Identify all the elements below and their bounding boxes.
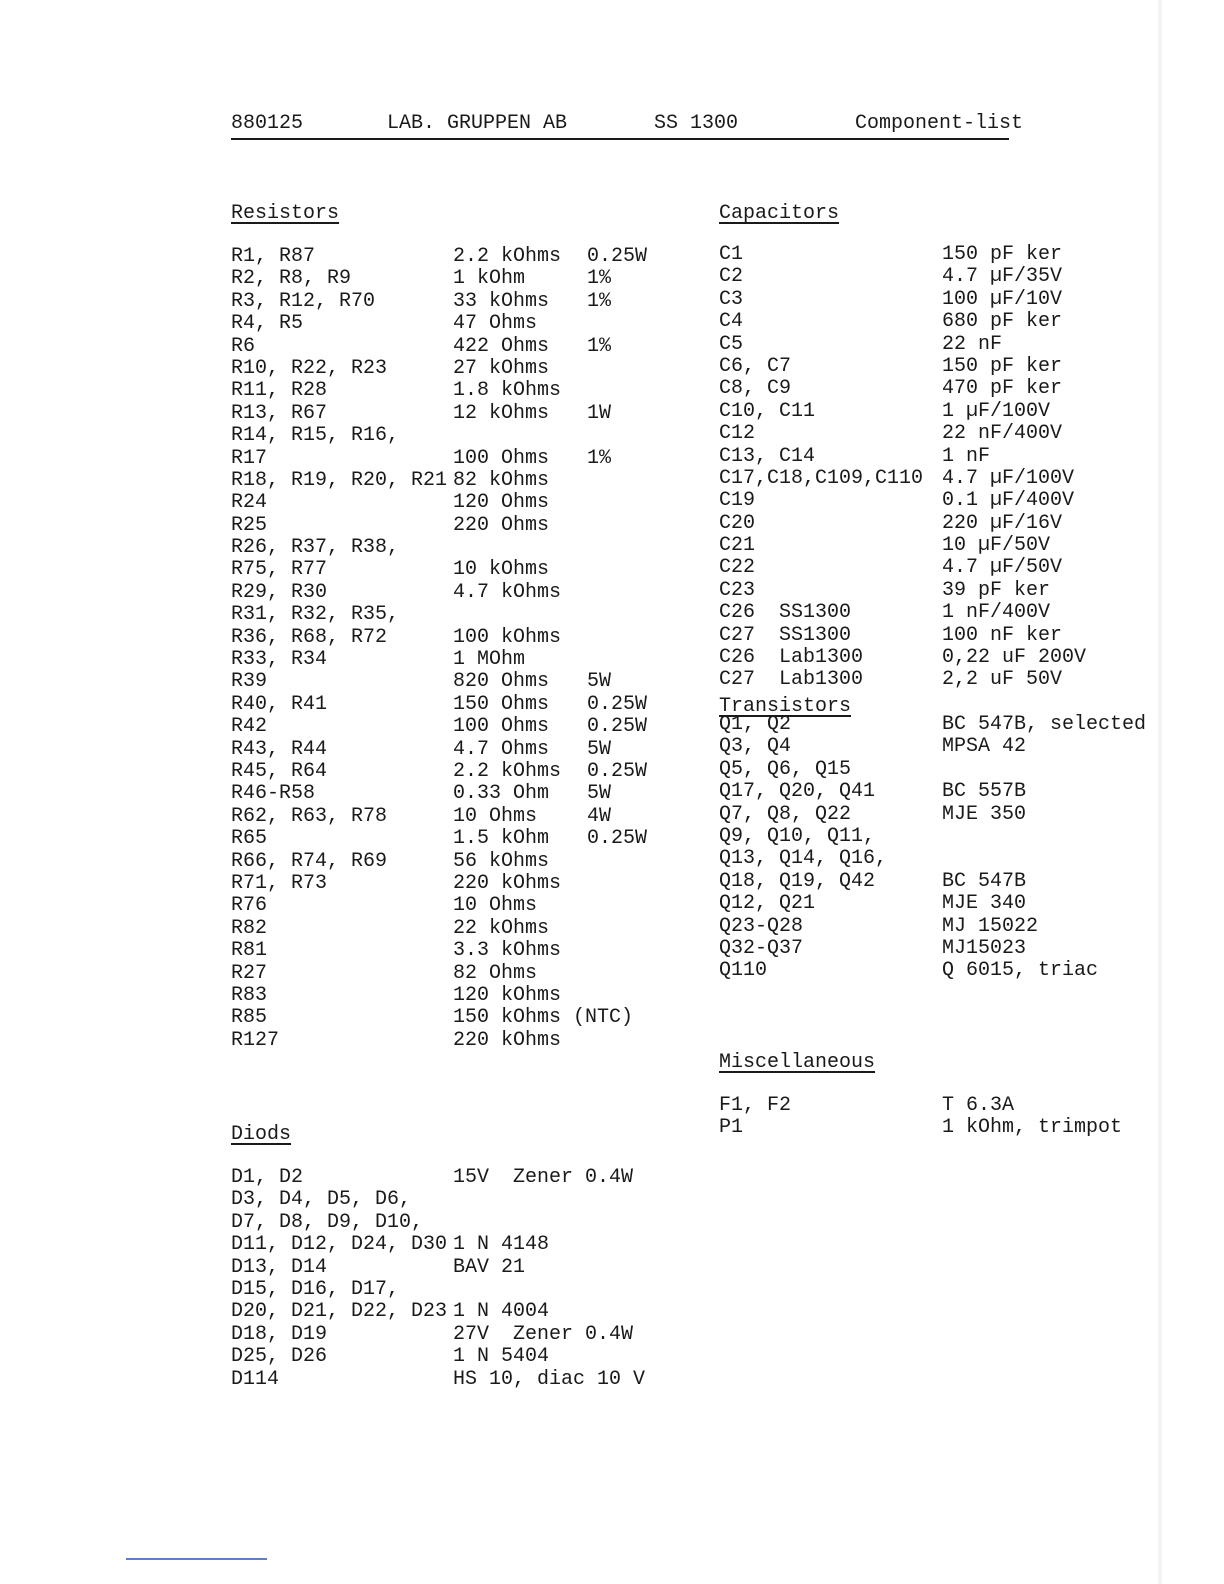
diodes-row: [231, 1257, 671, 1279]
miscellaneous-list: [719, 1095, 1159, 1140]
resistors-ref: R25: [231, 513, 268, 537]
resistors-row: [231, 851, 671, 873]
capacitors-row: [719, 356, 1159, 378]
resistors-row: [231, 940, 671, 962]
miscellaneous-value: 1 kOhm, trimpot: [942, 1116, 1123, 1140]
diodes-ref: D114: [231, 1367, 280, 1391]
resistors-ref: R81: [231, 939, 268, 963]
transistors-ref: Q3, Q4: [719, 735, 792, 759]
transistors-value: MJ15023: [942, 936, 1027, 960]
transistors-row: [719, 759, 1159, 781]
resistors-row: [231, 1007, 671, 1029]
resistors-ref: R43, R44: [231, 737, 328, 761]
resistors-row: [231, 627, 671, 649]
resistors-spec: 1W: [587, 401, 612, 425]
capacitors-ref: C3: [719, 287, 744, 311]
resistors-ref: R36, R68, R72: [231, 625, 388, 649]
transistors-title: Transistors: [719, 695, 852, 718]
resistors-row: [231, 559, 671, 581]
resistors-value: 220 kOhms: [453, 871, 562, 895]
resistors-ref: R4, R5: [231, 312, 304, 336]
resistors-value: 1 MOhm: [453, 648, 526, 672]
capacitors-list: [719, 244, 1159, 692]
resistors-value: 4.7 Ohms: [453, 737, 550, 761]
resistors-ref: R85: [231, 1006, 268, 1030]
resistors-value: 120 kOhms: [453, 983, 562, 1007]
transistors-ref: Q5, Q6, Q15: [719, 757, 852, 781]
resistors-ref: R14, R15, R16,: [231, 424, 400, 448]
miscellaneous-ref: P1: [719, 1116, 744, 1140]
header-model: SS 1300: [654, 112, 739, 135]
resistors-value: 150 kOhms (NTC): [453, 1006, 634, 1030]
diodes-value: 1 N 4148: [453, 1233, 550, 1257]
resistors-value: 22 kOhms: [453, 916, 550, 940]
resistors-row: [231, 828, 671, 850]
capacitors-ref: C12: [719, 422, 756, 446]
transistors-list: [719, 714, 1159, 983]
transistors-value: MJE 340: [942, 892, 1027, 916]
capacitors-value: 220 µF/16V: [942, 511, 1063, 535]
diodes-ref: D1, D2: [231, 1166, 304, 1189]
diodes-row: [231, 1346, 671, 1368]
resistors-ref: R45, R64: [231, 759, 328, 783]
resistors-value: 100 Ohms: [453, 446, 550, 470]
resistors-ref: R18, R19, R20, R21: [231, 468, 448, 492]
capacitors-value: 1 nF/400V: [942, 601, 1051, 625]
transistors-value: BC 557B: [942, 780, 1027, 804]
resistors-spec: 0.25W: [587, 692, 648, 716]
resistors-row: [231, 918, 671, 940]
resistors-value: 56 kOhms: [453, 849, 550, 873]
resistors-row: [231, 470, 671, 492]
diodes-ref: D13, D14: [231, 1255, 328, 1279]
miscellaneous-row: [719, 1095, 1159, 1117]
resistors-ref: R24: [231, 491, 268, 515]
diodes-ref: D15, D16, D17,: [231, 1277, 400, 1301]
resistors-value: 47 Ohms: [453, 312, 538, 336]
resistors-row: [231, 873, 671, 895]
resistors-spec: 0.25W: [587, 827, 648, 851]
capacitors-row: [719, 602, 1159, 624]
resistors-list: [231, 246, 671, 1052]
resistors-row: [231, 425, 671, 447]
resistors-value: 2.2 kOhms: [453, 245, 562, 268]
resistors-row: [231, 246, 671, 268]
capacitors-value: 10 µF/50V: [942, 534, 1051, 558]
resistors-value: 12 kOhms: [453, 401, 550, 425]
capacitors-row: [719, 401, 1159, 423]
transistors-row: [719, 938, 1159, 960]
resistors-value: 10 Ohms: [453, 894, 538, 918]
capacitors-row: [719, 580, 1159, 602]
transistors-row: [719, 714, 1159, 736]
miscellaneous-row: [719, 1117, 1159, 1139]
resistors-ref: R10, R22, R23: [231, 356, 388, 380]
transistors-value: MJE 350: [942, 802, 1027, 826]
capacitors-ref: C1: [719, 243, 744, 266]
header-doc-title: Component-list: [855, 112, 1024, 135]
diodes-row: [231, 1324, 671, 1346]
resistors-value: 120 Ohms: [453, 491, 550, 515]
capacitors-row: [719, 557, 1159, 579]
resistors-value: 82 Ohms: [453, 961, 538, 985]
resistors-row: [231, 448, 671, 470]
resistors-ref: R6: [231, 334, 256, 358]
resistors-spec: 4W: [587, 804, 612, 828]
capacitors-ref: C27 SS1300: [719, 623, 852, 647]
footer-rule: [126, 1558, 267, 1560]
transistors-ref: Q1, Q2: [719, 713, 792, 736]
resistors-ref: R75, R77: [231, 558, 328, 582]
resistors-row: [231, 515, 671, 537]
transistors-ref: Q17, Q20, Q41: [719, 780, 876, 804]
diodes-ref: D25, D26: [231, 1345, 328, 1369]
capacitors-value: 680 pF ker: [942, 310, 1063, 334]
transistors-ref: Q110: [719, 959, 768, 983]
transistors-value: MPSA 42: [942, 735, 1027, 759]
resistors-row: [231, 649, 671, 671]
diodes-ref: D20, D21, D22, D23: [231, 1300, 448, 1324]
resistors-value: 82 kOhms: [453, 468, 550, 492]
miscellaneous-value: T 6.3A: [942, 1094, 1015, 1117]
capacitors-row: [719, 378, 1159, 400]
resistors-row: [231, 761, 671, 783]
resistors-row: [231, 604, 671, 626]
transistors-value: BC 547B: [942, 869, 1027, 893]
resistors-row: [231, 895, 671, 917]
resistors-ref: R65: [231, 827, 268, 851]
capacitors-value: 100 nF ker: [942, 623, 1063, 647]
resistors-row: [231, 963, 671, 985]
capacitors-value: 150 pF ker: [942, 243, 1063, 266]
transistors-row: [719, 826, 1159, 848]
capacitors-value: 1 nF: [942, 444, 991, 468]
capacitors-row: [719, 423, 1159, 445]
resistors-row: [231, 537, 671, 559]
resistors-spec: 5W: [587, 737, 612, 761]
capacitors-ref: C2: [719, 265, 744, 289]
resistors-row: [231, 313, 671, 335]
capacitors-row: [719, 244, 1159, 266]
resistors-ref: R11, R28: [231, 379, 328, 403]
transistors-ref: Q13, Q14, Q16,: [719, 847, 888, 871]
capacitors-ref: C26 SS1300: [719, 601, 852, 625]
diodes-list: [231, 1167, 671, 1391]
diodes-value: 27V Zener 0.4W: [453, 1322, 634, 1346]
capacitors-value: 0.1 µF/400V: [942, 489, 1075, 513]
resistors-ref: R2, R8, R9: [231, 267, 352, 291]
resistors-row: [231, 985, 671, 1007]
resistors-value: 10 Ohms: [453, 804, 538, 828]
diodes-value: 15V Zener 0.4W: [453, 1166, 634, 1189]
resistors-ref: R27: [231, 961, 268, 985]
diodes-row: [231, 1369, 671, 1391]
resistors-row: [231, 268, 671, 290]
transistors-ref: Q18, Q19, Q42: [719, 869, 876, 893]
capacitors-value: 4.7 µF/35V: [942, 265, 1063, 289]
capacitors-value: 150 pF ker: [942, 354, 1063, 378]
resistors-row: [231, 403, 671, 425]
capacitors-row: [719, 289, 1159, 311]
header-company: LAB. GRUPPEN AB: [387, 112, 568, 135]
capacitors-value: 1 µF/100V: [942, 399, 1051, 423]
diodes-row: [231, 1234, 671, 1256]
resistors-ref: R17: [231, 446, 268, 470]
header-date: 880125: [231, 112, 304, 135]
resistors-spec: 0.25W: [587, 715, 648, 739]
transistors-row: [719, 893, 1159, 915]
capacitors-ref: C13, C14: [719, 444, 816, 468]
resistors-row: [231, 1030, 671, 1052]
resistors-row: [231, 783, 671, 805]
diodes-ref: D3, D4, D5, D6,: [231, 1188, 412, 1212]
transistors-ref: Q32-Q37: [719, 936, 804, 960]
resistors-row: [231, 291, 671, 313]
resistors-ref: R29, R30: [231, 580, 328, 604]
capacitors-row: [719, 446, 1159, 468]
scan-edge: [1158, 0, 1162, 1584]
capacitors-ref: C27 Lab1300: [719, 668, 864, 692]
resistors-ref: R83: [231, 983, 268, 1007]
capacitors-value: 22 nF: [942, 332, 1003, 356]
transistors-row: [719, 871, 1159, 893]
resistors-ref: R26, R37, R38,: [231, 536, 400, 560]
resistors-value: 220 kOhms: [453, 1028, 562, 1052]
transistors-row: [719, 736, 1159, 758]
capacitors-row: [719, 647, 1159, 669]
resistors-value: 4.7 kOhms: [453, 580, 562, 604]
transistors-ref: Q23-Q28: [719, 914, 804, 938]
capacitors-ref: C4: [719, 310, 744, 334]
miscellaneous-title: Miscellaneous: [719, 1051, 876, 1074]
capacitors-ref: C21: [719, 534, 756, 558]
capacitors-value: 22 nF/400V: [942, 422, 1063, 446]
capacitors-ref: C26 Lab1300: [719, 646, 864, 670]
resistors-value: 1.8 kOhms: [453, 379, 562, 403]
resistors-value: 820 Ohms: [453, 670, 550, 694]
resistors-ref: R46-R58: [231, 782, 316, 806]
transistors-value: MJ 15022: [942, 914, 1039, 938]
transistors-row: [719, 960, 1159, 982]
diodes-row: [231, 1279, 671, 1301]
resistors-ref: R39: [231, 670, 268, 694]
resistors-row: [231, 671, 671, 693]
capacitors-value: 4.7 µF/100V: [942, 466, 1075, 490]
resistors-spec: 5W: [587, 782, 612, 806]
resistors-ref: R13, R67: [231, 401, 328, 425]
transistors-row: [719, 848, 1159, 870]
resistors-value: 1.5 kOhm: [453, 827, 550, 851]
diodes-row: [231, 1189, 671, 1211]
capacitors-ref: C17,C18,C109,C110: [719, 466, 924, 490]
diodes-title: Diods: [231, 1123, 292, 1146]
resistors-row: [231, 739, 671, 761]
transistors-row: [719, 804, 1159, 826]
capacitors-ref: C5: [719, 332, 744, 356]
capacitors-row: [719, 535, 1159, 557]
resistors-value: 2.2 kOhms: [453, 759, 562, 783]
resistors-value: 220 Ohms: [453, 513, 550, 537]
capacitors-title: Capacitors: [719, 202, 840, 225]
page-header: [231, 112, 1024, 140]
resistors-value: 150 Ohms: [453, 692, 550, 716]
capacitors-ref: C20: [719, 511, 756, 535]
resistors-value: 1 kOhm: [453, 267, 526, 291]
resistors-value: 100 kOhms: [453, 625, 562, 649]
resistors-ref: R62, R63, R78: [231, 804, 388, 828]
resistors-title: Resistors: [231, 202, 340, 225]
capacitors-row: [719, 334, 1159, 356]
capacitors-value: 0,22 uF 200V: [942, 646, 1087, 670]
resistors-ref: R31, R32, R35,: [231, 603, 400, 627]
resistors-spec: 1%: [587, 446, 612, 470]
resistors-value: 3.3 kOhms: [453, 939, 562, 963]
capacitors-row: [719, 625, 1159, 647]
resistors-value: 100 Ohms: [453, 715, 550, 739]
capacitors-ref: C22: [719, 556, 756, 580]
diodes-value: BAV 21: [453, 1255, 526, 1279]
diodes-ref: D11, D12, D24, D30: [231, 1233, 448, 1257]
capacitors-row: [719, 490, 1159, 512]
capacitors-row: [719, 513, 1159, 535]
resistors-ref: R71, R73: [231, 871, 328, 895]
resistors-row: [231, 716, 671, 738]
capacitors-row: [719, 266, 1159, 288]
resistors-spec: 0.25W: [587, 245, 648, 268]
resistors-ref: R33, R34: [231, 648, 328, 672]
resistors-ref: R3, R12, R70: [231, 289, 376, 313]
capacitors-ref: C23: [719, 578, 756, 602]
capacitors-row: [719, 311, 1159, 333]
capacitors-row: [719, 669, 1159, 691]
transistors-ref: Q7, Q8, Q22: [719, 802, 852, 826]
resistors-spec: 5W: [587, 670, 612, 694]
resistors-ref: R82: [231, 916, 268, 940]
diodes-ref: D7, D8, D9, D10,: [231, 1210, 424, 1234]
capacitors-value: 100 µF/10V: [942, 287, 1063, 311]
resistors-row: [231, 582, 671, 604]
resistors-spec: 1%: [587, 267, 612, 291]
resistors-value: 422 Ohms: [453, 334, 550, 358]
capacitors-ref: C10, C11: [719, 399, 816, 423]
capacitors-value: 470 pF ker: [942, 377, 1063, 401]
diodes-row: [231, 1212, 671, 1234]
resistors-row: [231, 336, 671, 358]
resistors-ref: R127: [231, 1028, 280, 1052]
resistors-row: [231, 694, 671, 716]
capacitors-value: 39 pF ker: [942, 578, 1051, 602]
resistors-ref: R40, R41: [231, 692, 328, 716]
resistors-spec: 0.25W: [587, 759, 648, 783]
capacitors-ref: C19: [719, 489, 756, 513]
capacitors-ref: C8, C9: [719, 377, 792, 401]
resistors-value: 0.33 Ohm: [453, 782, 550, 806]
transistors-value: BC 547B, selected: [942, 713, 1147, 736]
transistors-ref: Q12, Q21: [719, 892, 816, 916]
resistors-row: [231, 358, 671, 380]
diodes-value: 1 N 4004: [453, 1300, 550, 1324]
resistors-row: [231, 806, 671, 828]
transistors-row: [719, 916, 1159, 938]
resistors-ref: R66, R74, R69: [231, 849, 388, 873]
capacitors-row: [719, 468, 1159, 490]
diodes-value: 1 N 5404: [453, 1345, 550, 1369]
capacitors-ref: C6, C7: [719, 354, 792, 378]
resistors-ref: R42: [231, 715, 268, 739]
transistors-ref: Q9, Q10, Q11,: [719, 824, 876, 848]
resistors-value: 10 kOhms: [453, 558, 550, 582]
resistors-spec: 1%: [587, 334, 612, 358]
resistors-spec: 1%: [587, 289, 612, 313]
capacitors-value: 2,2 uF 50V: [942, 668, 1063, 692]
transistors-row: [719, 781, 1159, 803]
resistors-value: 27 kOhms: [453, 356, 550, 380]
resistors-value: 33 kOhms: [453, 289, 550, 313]
diodes-row: [231, 1167, 671, 1189]
transistors-value: Q 6015, triac: [942, 959, 1099, 983]
diodes-row: [231, 1301, 671, 1323]
resistors-row: [231, 380, 671, 402]
capacitors-value: 4.7 µF/50V: [942, 556, 1063, 580]
diodes-value: HS 10, diac 10 V: [453, 1367, 646, 1391]
miscellaneous-ref: F1, F2: [719, 1094, 792, 1117]
resistors-ref: R76: [231, 894, 268, 918]
resistors-ref: R1, R87: [231, 245, 316, 268]
resistors-row: [231, 492, 671, 514]
diodes-ref: D18, D19: [231, 1322, 328, 1346]
